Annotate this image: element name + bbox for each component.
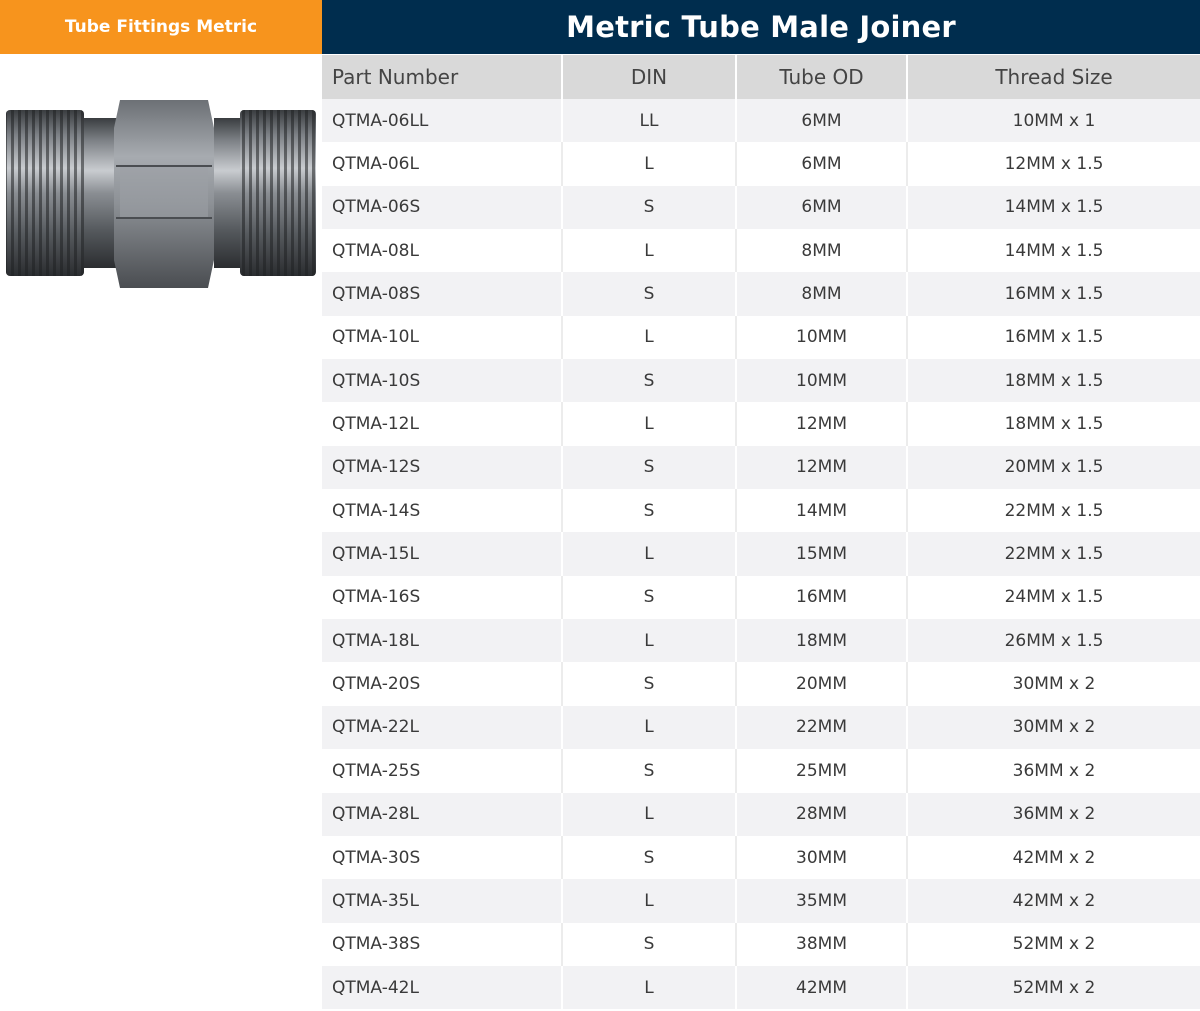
part-number-cell: QTMA-15L [322,532,562,575]
din-cell: S [562,272,736,315]
table-row [322,359,1200,402]
table-row [322,186,1200,229]
table-row [322,142,1200,185]
table-row [322,489,1200,532]
thread-size-cell: 42MM x 2 [907,836,1200,879]
part-number-cell: QTMA-06L [322,142,562,185]
tube-od-cell: 6MM [736,99,907,142]
table-row [322,446,1200,489]
tube-od-cell: 15MM [736,532,907,575]
din-cell: S [562,186,736,229]
part-number-cell: QTMA-14S [322,489,562,532]
thread-size-cell: 14MM x 1.5 [907,186,1200,229]
column-header-part-number: Part Number [322,55,562,99]
part-number-cell: QTMA-25S [322,749,562,792]
tube-od-cell: 22MM [736,706,907,749]
din-cell: S [562,489,736,532]
table-row [322,576,1200,619]
thread-size-cell: 30MM x 2 [907,662,1200,705]
din-cell: L [562,142,736,185]
tube-od-cell: 8MM [736,272,907,315]
part-number-cell: QTMA-35L [322,879,562,922]
thread-size-cell: 12MM x 1.5 [907,142,1200,185]
part-number-cell: QTMA-42L [322,966,562,1009]
din-cell: L [562,966,736,1009]
part-number-cell: QTMA-08L [322,229,562,272]
sidebar [0,0,322,1011]
table-row [322,706,1200,749]
tube-od-cell: 12MM [736,446,907,489]
table-row [322,619,1200,662]
tube-od-cell: 6MM [736,142,907,185]
thread-size-cell: 22MM x 1.5 [907,532,1200,575]
part-number-cell: QTMA-20S [322,662,562,705]
din-cell: L [562,793,736,836]
table-row [322,229,1200,272]
thread-size-cell: 16MM x 1.5 [907,316,1200,359]
part-number-cell: QTMA-30S [322,836,562,879]
part-number-cell: QTMA-12S [322,446,562,489]
column-header-tube-od: Tube OD [736,55,907,99]
thread-size-cell: 18MM x 1.5 [907,359,1200,402]
table-row [322,793,1200,836]
part-number-cell: QTMA-12L [322,402,562,445]
table-row [322,749,1200,792]
table-header-row [322,55,1200,99]
tube-od-cell: 12MM [736,402,907,445]
table-row [322,99,1200,142]
tube-od-cell: 38MM [736,923,907,966]
tube-od-cell: 6MM [736,186,907,229]
table-row [322,836,1200,879]
thread-size-cell: 10MM x 1 [907,99,1200,142]
tube-od-cell: 30MM [736,836,907,879]
thread-size-cell: 42MM x 2 [907,879,1200,922]
page-title: Metric Tube Male Joiner [322,0,1200,54]
table-row [322,879,1200,922]
table-row [322,532,1200,575]
thread-size-cell: 16MM x 1.5 [907,272,1200,315]
din-cell: L [562,879,736,922]
part-number-cell: QTMA-10L [322,316,562,359]
tube-od-cell: 20MM [736,662,907,705]
thread-size-cell: 24MM x 1.5 [907,576,1200,619]
tube-od-cell: 14MM [736,489,907,532]
thread-size-cell: 36MM x 2 [907,793,1200,836]
thread-size-cell: 52MM x 2 [907,923,1200,966]
part-number-cell: QTMA-18L [322,619,562,662]
thread-size-cell: 18MM x 1.5 [907,402,1200,445]
tube-od-cell: 35MM [736,879,907,922]
din-cell: L [562,316,736,359]
din-cell: L [562,706,736,749]
tube-od-cell: 18MM [736,619,907,662]
din-cell: S [562,662,736,705]
table-body [322,99,1200,1009]
thread-size-cell: 30MM x 2 [907,706,1200,749]
part-number-cell: QTMA-16S [322,576,562,619]
part-number-cell: QTMA-06LL [322,99,562,142]
spec-table [322,55,1200,1009]
din-cell: S [562,576,736,619]
category-badge[interactable]: Tube Fittings Metric [0,0,322,54]
thread-size-cell: 22MM x 1.5 [907,489,1200,532]
part-number-cell: QTMA-22L [322,706,562,749]
din-cell: LL [562,99,736,142]
column-header-din: DIN [562,55,736,99]
tube-od-cell: 10MM [736,316,907,359]
table-row [322,402,1200,445]
din-cell: S [562,359,736,402]
part-number-cell: QTMA-38S [322,923,562,966]
din-cell: L [562,229,736,272]
table-row [322,316,1200,359]
table-row [322,923,1200,966]
thread-size-cell: 14MM x 1.5 [907,229,1200,272]
din-cell: L [562,619,736,662]
table-row [322,662,1200,705]
table-row [322,272,1200,315]
thread-size-cell: 36MM x 2 [907,749,1200,792]
thread-size-cell: 20MM x 1.5 [907,446,1200,489]
din-cell: S [562,446,736,489]
din-cell: S [562,836,736,879]
tube-od-cell: 10MM [736,359,907,402]
table-row [322,966,1200,1009]
column-header-thread-size: Thread Size [907,55,1200,99]
tube-od-cell: 8MM [736,229,907,272]
din-cell: S [562,923,736,966]
part-number-cell: QTMA-06S [322,186,562,229]
tube-od-cell: 28MM [736,793,907,836]
tube-od-cell: 42MM [736,966,907,1009]
part-number-cell: QTMA-10S [322,359,562,402]
part-number-cell: QTMA-28L [322,793,562,836]
metric-tube-male-joiner-fitting-icon [4,88,318,300]
thread-size-cell: 26MM x 1.5 [907,619,1200,662]
part-number-cell: QTMA-08S [322,272,562,315]
din-cell: L [562,402,736,445]
thread-size-cell: 52MM x 2 [907,966,1200,1009]
product-table-panel [322,0,1200,1011]
din-cell: S [562,749,736,792]
tube-od-cell: 16MM [736,576,907,619]
din-cell: L [562,532,736,575]
tube-od-cell: 25MM [736,749,907,792]
